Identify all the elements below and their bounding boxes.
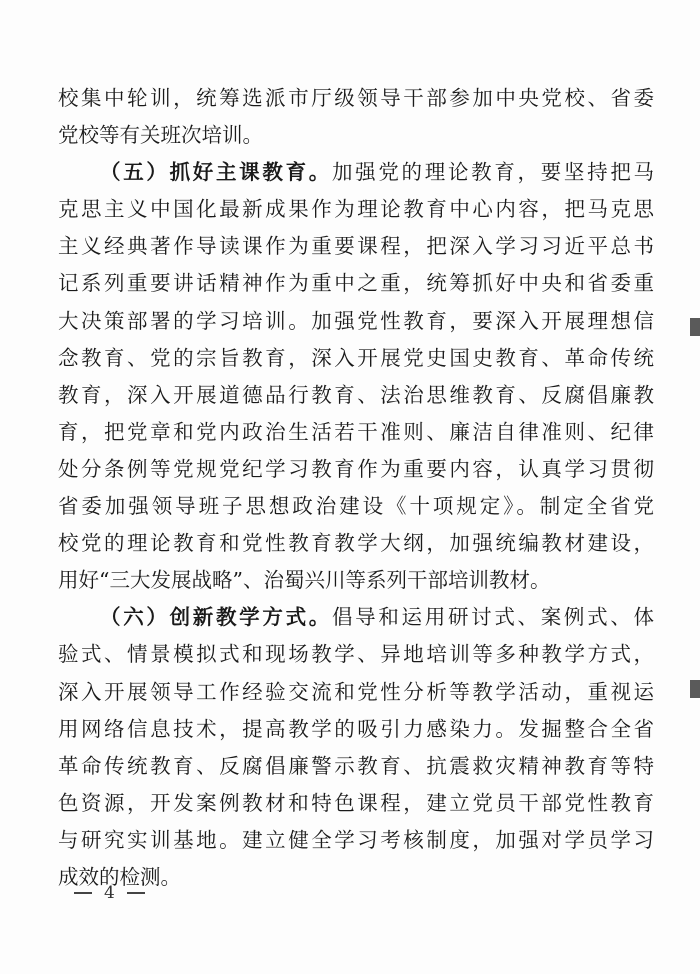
line-text: 省委加强领导班子思想政治建设《十项规定》。制定全省党 xyxy=(58,494,654,519)
section-heading: （六）创新教学方式。 xyxy=(100,605,332,630)
line-text: 处分条例等党规党纪学习教育作为重要内容，认真学习贯彻 xyxy=(58,456,654,481)
text-line xyxy=(58,636,654,673)
text-line xyxy=(58,451,654,488)
line-text: 加强党的理论教育，要坚持把马 xyxy=(331,160,655,185)
line-text: 主义经典著作导读课作为重要课程，把深入学习习近平总书 xyxy=(58,234,654,259)
line-text: 记系列重要讲话精神作为重中之重，统筹抓好中央和省委重 xyxy=(58,271,654,296)
text-line xyxy=(58,748,654,785)
line-text: 校党的理论教育和党性教育教学大纲，加强统编教材建设， xyxy=(58,531,654,556)
text-line xyxy=(58,525,654,562)
text-line xyxy=(58,562,654,599)
line-text: 克思主义中国化最新成果作为理论教育中心内容，把马克思 xyxy=(58,197,654,222)
text-line xyxy=(58,303,654,340)
line-text: 念教育、党的宗旨教育，深入开展党史国史教育、革命传统 xyxy=(58,345,654,370)
footer-dash-left xyxy=(74,892,92,894)
text-line xyxy=(58,674,654,711)
text-line xyxy=(58,265,654,302)
footer-dash-right xyxy=(127,892,145,894)
line-text: 倡导和运用研讨式、案例式、体 xyxy=(331,605,655,630)
line-text: 与研究实训基地。建立健全学习考核制度，加强对学员学习 xyxy=(58,827,654,852)
text-line xyxy=(58,377,654,414)
text-line xyxy=(58,599,654,636)
text-line xyxy=(58,859,654,896)
line-text: 用网络信息技术，提高教学的吸引力感染力。发掘整合全省 xyxy=(58,716,654,741)
text-line xyxy=(58,711,654,748)
body-text xyxy=(58,80,654,896)
page-number: 4 xyxy=(104,883,115,903)
line-text: 教育，深入开展道德品行教育、法治思维教育、反腐倡廉教 xyxy=(58,382,654,407)
text-line xyxy=(58,414,654,451)
text-line xyxy=(58,80,654,117)
text-line xyxy=(58,488,654,525)
line-text: 校集中轮训，统筹选派市厅级领导干部参加中央党校、省委 xyxy=(58,86,654,110)
line-text: 用好“三大发展战略”、治蜀兴川等系列干部培训教材。 xyxy=(58,568,551,593)
line-text: 验式、情景模拟式和现场教学、异地培训等多种教学方式， xyxy=(58,642,654,667)
section-heading: （五）抓好主课教育。 xyxy=(100,160,332,185)
text-line xyxy=(58,228,654,265)
page-footer xyxy=(74,883,145,903)
text-line xyxy=(58,340,654,377)
text-line xyxy=(58,785,654,822)
line-text: 育，把党章和党内政治生活若干准则、廉洁自律准则、纪律 xyxy=(58,419,654,444)
line-text: 色资源，开发案例教材和特色课程，建立党员干部党性教育 xyxy=(58,790,654,815)
text-line xyxy=(58,154,654,191)
scan-edge-mark xyxy=(690,318,700,336)
line-text: 成效的检测。 xyxy=(58,864,181,889)
line-text: 革命传统教育、反腐倡廉警示教育、抗震救灾精神教育等特 xyxy=(58,753,654,778)
text-line xyxy=(58,117,654,154)
line-text: 党校等有关班次培训。 xyxy=(58,123,263,148)
scan-edge-mark xyxy=(690,680,700,698)
line-text: 深入开展领导工作经验交流和党性分析等教学活动，重视运 xyxy=(58,679,654,704)
text-line xyxy=(58,822,654,859)
text-line xyxy=(58,191,654,228)
line-text: 大决策部署的学习培训。加强党性教育，要深入开展理想信 xyxy=(58,308,654,333)
